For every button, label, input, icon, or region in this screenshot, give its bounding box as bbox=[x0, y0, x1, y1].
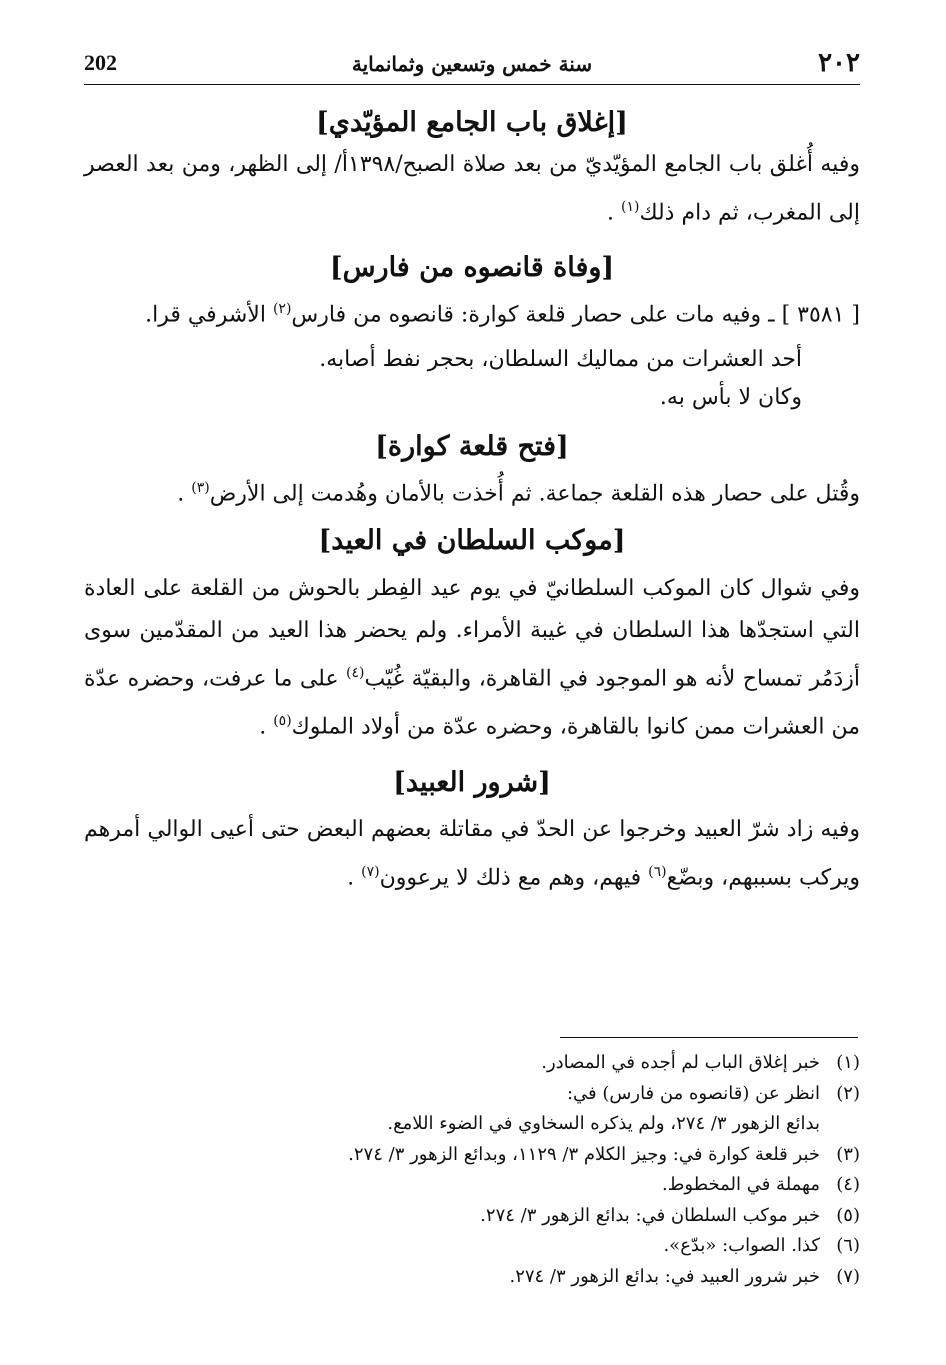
paragraph-text: وفي شوال كان الموكب السلطانيّ في يوم عيد الفِطر بالحوش من القلعة على العادة التي استجدّها هذا السلطان في غيبة الأمراء. ولم يحضر هذا العيد من المقدّمين سوى أزدَمُر تمساح لأنه هو الموجود في القاهرة، والبقيّة غُيّب bbox=[84, 575, 861, 692]
page-number-latin: 202 bbox=[84, 50, 117, 75]
paragraph-text: وقُتل على حصار هذه القلعة جماعة. ثم أُخذت بالأمان وهُدمت إلى الأرض bbox=[209, 481, 860, 507]
footnote-ref: (٣) bbox=[191, 480, 210, 497]
paragraph-end: . bbox=[177, 481, 192, 507]
section-heading-qansuh-death: [وفاة قانصوه من فارس] bbox=[329, 251, 615, 283]
footnote-item bbox=[120, 1231, 860, 1262]
footnote-number: (٢) bbox=[836, 1082, 860, 1104]
footnote-number: (٤) bbox=[836, 1174, 860, 1195]
footnote-item bbox=[120, 1140, 860, 1171]
footnote-number: (١) bbox=[836, 1052, 860, 1073]
footnote-text: خبر موكب السلطان في: بدائع الزهور ٣/ ٢٧٤. bbox=[480, 1204, 820, 1226]
footnote-item bbox=[120, 1079, 860, 1110]
paragraph-text: [ ٣٥٨١ ] ـ وفيه مات على حصار قلعة كوارة: قانصوه من فارس bbox=[291, 302, 860, 328]
footnote-text: كذا. الصواب: «بدّع». bbox=[663, 1235, 820, 1256]
footnote-continuation: بدائع الزهور ٣/ ٢٧٤، ولم يذكره السخاوي في الضوء اللامع. bbox=[387, 1113, 820, 1134]
footnote-ref: (٦) bbox=[648, 864, 667, 881]
paragraph-end: . bbox=[259, 714, 274, 740]
page bbox=[84, 38, 860, 899]
paragraph-text-cont: الأشرفي قرا. bbox=[145, 302, 273, 328]
page-number-arabic: ٢٠٢ bbox=[818, 48, 860, 78]
footnote-item bbox=[120, 1201, 860, 1232]
section-heading-eid-procession: [موكب السلطان في العيد] bbox=[318, 525, 626, 557]
paragraph-text: وفيه أُغلق باب الجامع المؤيّديّ من بعد صلاة الصبح/١٣٩٨أ/ إلى الظهر، ومن بعد العصر إلى المغرب، ثم دام ذلك bbox=[84, 151, 860, 225]
bio-line-2: وكان لا بأس به. bbox=[659, 384, 802, 410]
footnote-ref: (٥) bbox=[273, 713, 292, 730]
footnote-item bbox=[120, 1048, 860, 1079]
paragraph-kawara-conquest bbox=[84, 467, 860, 515]
footnote-ref: (٢) bbox=[272, 301, 292, 318]
footnote-text: مهملة في المخطوط. bbox=[662, 1174, 820, 1195]
footnote-text: انظر عن (قانصوه من فارس) في: bbox=[566, 1082, 820, 1104]
footnote-text: خبر شرور العبيد في: بدائع الزهور ٣/ ٢٧٤. bbox=[509, 1265, 820, 1287]
footnote-number: (٦) bbox=[836, 1235, 860, 1256]
paragraph-qansuh-entry bbox=[84, 288, 860, 336]
running-title: سنة خمس وتسعين وثمانماية bbox=[351, 52, 593, 76]
footnote-ref: (٧) bbox=[361, 864, 380, 881]
paragraph-text: وفيه زاد شرّ العبيد وخرجوا عن الحدّ في مقاتلة بعضهم البعض حتى أعيى الوالي أمرهم ويركب بسببهم، وبضّع bbox=[84, 817, 860, 891]
section-heading-kawara-conquest: [فتح قلعة كوارة] bbox=[375, 430, 569, 462]
section-heading-slave-unrest: [شرور العبيد] bbox=[393, 766, 551, 798]
paragraph-mosque-gate bbox=[84, 144, 860, 234]
footnote-ref: (١) bbox=[620, 198, 640, 215]
paragraph-end: . bbox=[347, 865, 362, 891]
footnote-number: (٧) bbox=[836, 1265, 860, 1287]
paragraph-text-cont: على ما عرفت، وحضره عدّة من العشرات ممن كانوا بالقاهرة، وحضره عدّة من أولاد الملوك bbox=[84, 666, 860, 740]
paragraph-end: . bbox=[606, 199, 621, 225]
section-heading-mosque-gate: [إغلاق باب الجامع المؤيّدي] bbox=[316, 107, 628, 138]
footnote-text: خبر إغلاق الباب لم أجده في المصادر. bbox=[541, 1052, 820, 1073]
paragraph-eid-procession bbox=[84, 568, 860, 749]
footnote-text: خبر قلعة كوارة في: وجيز الكلام ٣/ ١١٢٩، وبدائع الزهور ٣/ ٢٧٤. bbox=[348, 1143, 820, 1165]
paragraph-text-cont: فيهم، وهم مع ذلك لا يرعوون bbox=[379, 865, 649, 891]
footnote-item bbox=[120, 1170, 860, 1201]
footnote-number: (٥) bbox=[836, 1204, 860, 1226]
footnote-number: (٣) bbox=[836, 1143, 860, 1165]
page-header bbox=[84, 38, 860, 85]
footnote-divider bbox=[560, 1037, 858, 1038]
footnote-item bbox=[120, 1262, 860, 1293]
paragraph-slave-unrest bbox=[84, 809, 860, 899]
bio-line-1: أحد العشرات من مماليك السلطان، بحجر نفط أصابه. bbox=[319, 346, 802, 372]
footnote-ref: (٤) bbox=[346, 664, 365, 681]
footnotes bbox=[120, 1048, 860, 1292]
